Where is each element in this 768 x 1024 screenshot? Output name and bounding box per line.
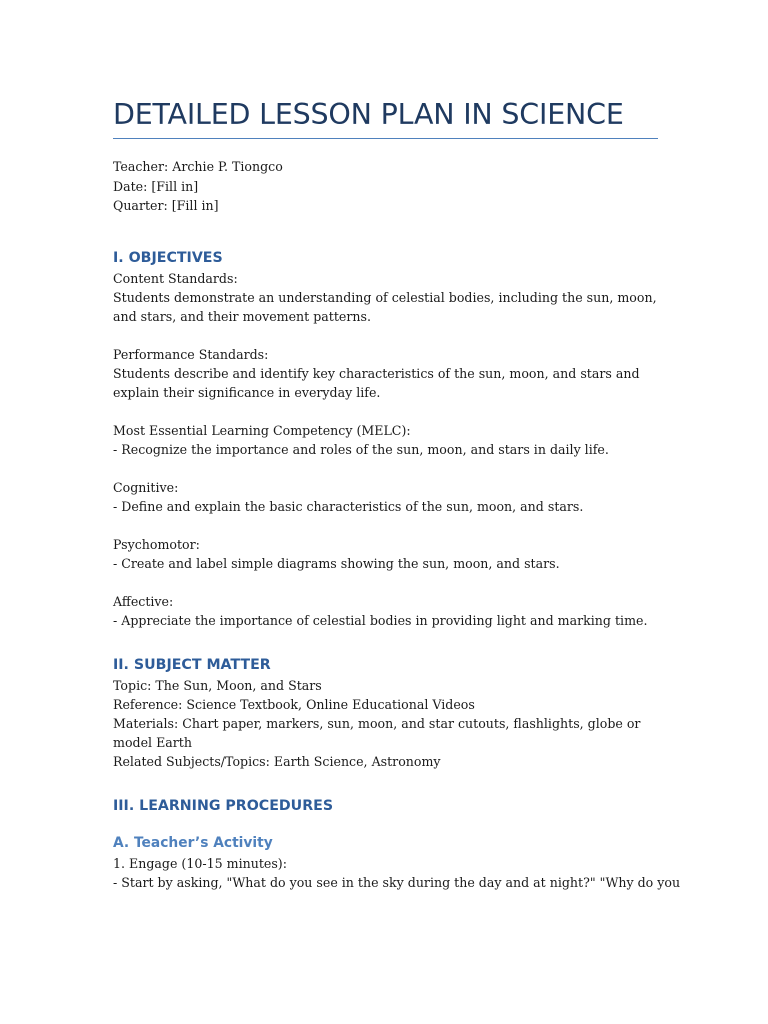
affective-text: - Appreciate the importance of celestial bodies in providing light and marking time. — [113, 612, 648, 628]
lesson-meta — [113, 157, 658, 216]
content-standards-label: Content Standards: — [113, 270, 238, 286]
engage-label: 1. Engage (10-15 minutes): — [113, 855, 287, 871]
engage-text: - Start by asking, "What do you see in the sky during the day and at night?" "Why do you — [113, 874, 681, 890]
reference-line: Reference: Science Textbook, Online Educational Videos — [113, 696, 475, 712]
subject-matter-heading: II. SUBJECT MATTER — [113, 656, 271, 673]
document-title: DETAILED LESSON PLAN IN SCIENCE — [113, 96, 658, 139]
objectives-heading: I. OBJECTIVES — [113, 249, 223, 266]
document-page — [113, 96, 681, 892]
performance-standards-text: Students describe and identify key characteristics of the sun, moon, and stars and explain their significance in everyday life. — [113, 365, 640, 400]
performance-standards-label: Performance Standards: — [113, 346, 269, 362]
melc-text: - Recognize the importance and roles of the sun, moon, and stars in daily life. — [113, 441, 609, 457]
cognitive-label: Cognitive: — [113, 479, 179, 495]
teacher-activity-heading: A. Teacher’s Activity — [113, 834, 273, 851]
teacher-line: Teacher: Archie P. Tiongco — [113, 159, 283, 174]
cognitive-text: - Define and explain the basic characteristics of the sun, moon, and stars. — [113, 498, 584, 514]
content-standards-text: Students demonstrate an understanding of celestial bodies, including the sun, moon, and stars, and their movement patterns. — [113, 289, 657, 324]
psychomotor-label: Psychomotor: — [113, 536, 200, 552]
learning-procedures-heading: III. LEARNING PROCEDURES — [113, 797, 334, 814]
quarter-line: Quarter: [Fill in] — [113, 198, 219, 213]
related-subjects-line: Related Subjects/Topics: Earth Science, Astronomy — [113, 753, 441, 769]
melc-label: Most Essential Learning Competency (MELC): — [113, 422, 411, 438]
date-line: Date: [Fill in] — [113, 178, 199, 194]
psychomotor-text: - Create and label simple diagrams showing the sun, moon, and stars. — [113, 555, 560, 571]
affective-label: Affective: — [113, 593, 174, 609]
topic-line: Topic: The Sun, Moon, and Stars — [113, 677, 322, 693]
materials-line: Materials: Chart paper, markers, sun, moon, and star cutouts, flashlights, globe or model Earth — [113, 715, 641, 750]
